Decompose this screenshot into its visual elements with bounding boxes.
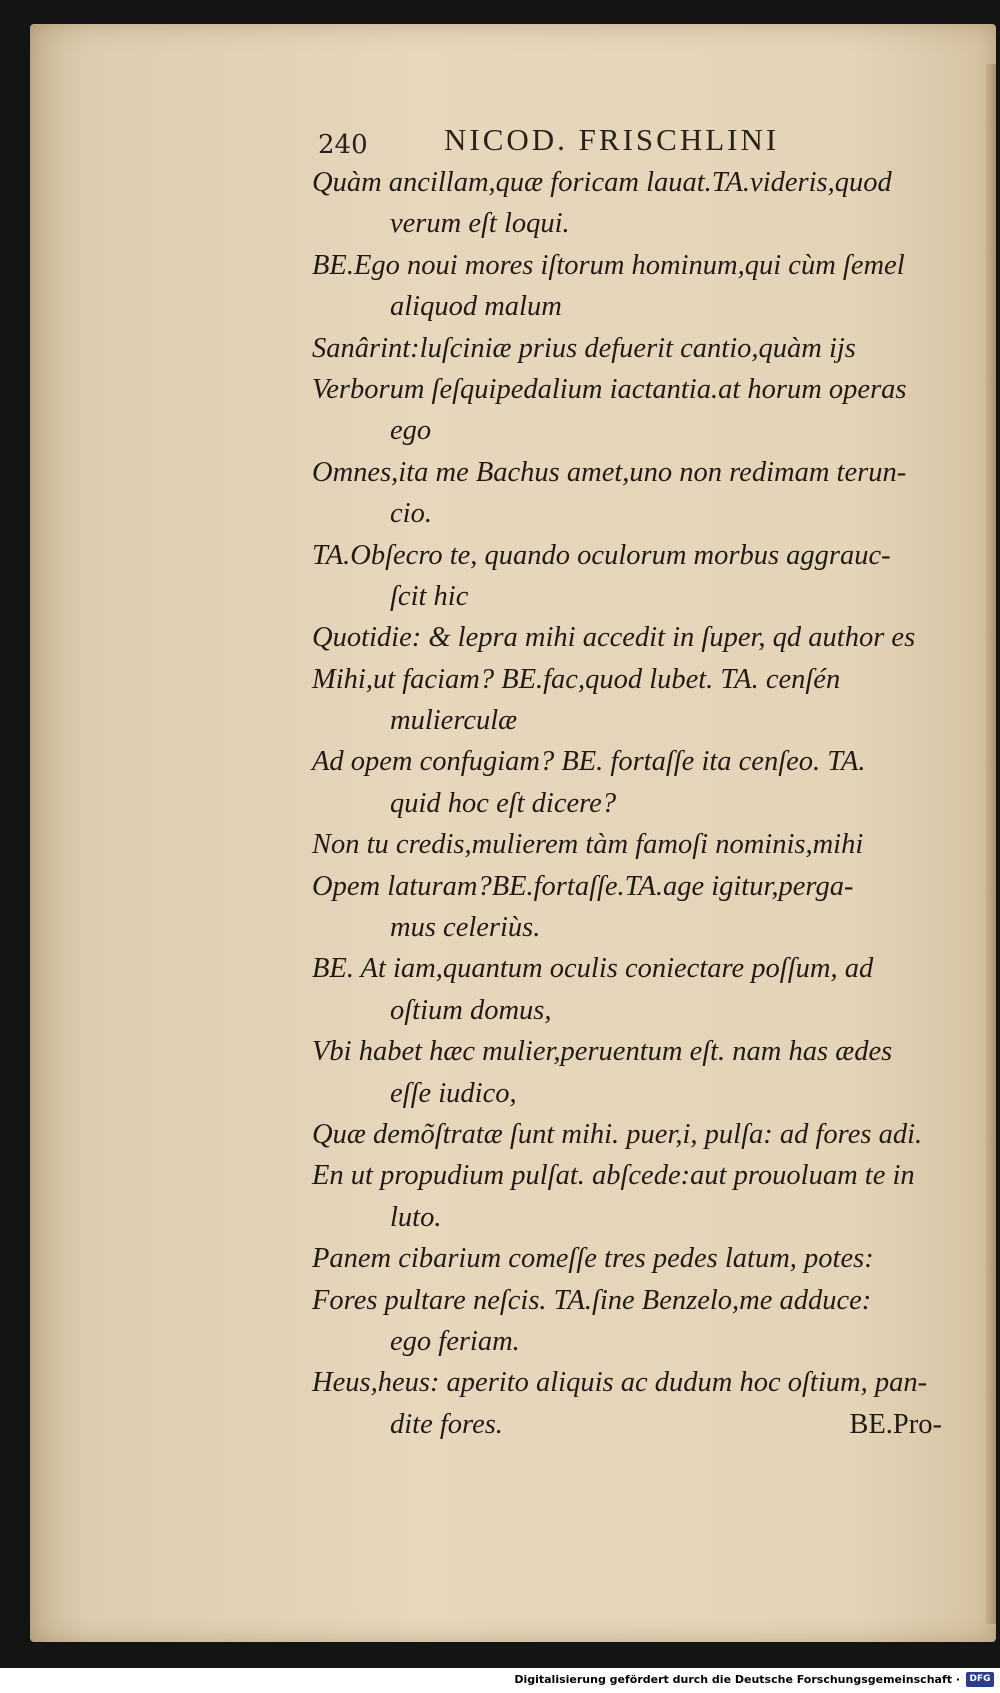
verse-line: En ut propudium pulſat. abſcede:aut prouoluam te in [312, 1160, 915, 1192]
verse-line: BE.Ego noui mores iſtorum hominum,qui cùm ſemel [312, 249, 905, 281]
funding-credit: Digitalisierung gefördert durch die Deutsche Forschungsgemeinschaft · [514, 1673, 960, 1686]
verse-line: eſſe iudico, [390, 1077, 517, 1109]
verse-line: mus celeriùs. [390, 912, 541, 944]
verse-line: luto. [390, 1201, 442, 1233]
running-head: NICOD. FRISCHLINI [444, 122, 780, 157]
page-header [318, 122, 838, 162]
verse-text-block [312, 162, 952, 1445]
verse-line: Quàm ancillam,quæ foricam lauat.TA.videris,quod [312, 167, 892, 198]
verse-line: aliquod malum [390, 291, 562, 323]
dfg-logo: DFG [966, 1672, 994, 1687]
verse-line: Sanârint:luſciniæ prius defuerit cantio,quàm ijs [312, 332, 856, 364]
verse-line: Omnes,ita me Bachus amet,uno non redimam terun- [312, 456, 907, 488]
verse-line: Non tu credis,mulierem tàm famoſi nominis,mihi [312, 829, 864, 861]
verse-line-text: dite fores. [390, 1408, 503, 1440]
digitization-footer [0, 1668, 1000, 1693]
verse-line: Quæ demõſtratæ ſunt mihi. puer,i, pulſa: ad fores adi. [312, 1118, 923, 1150]
verse-line: mulierculæ [390, 705, 518, 737]
verse-line: Ad opem confugiam? BE. fortaſſe ita cenſeo. TA. [312, 746, 866, 778]
verse-line: ego [390, 415, 432, 447]
verse-line-last [312, 1404, 952, 1445]
verse-line: ego feriam. [390, 1325, 520, 1357]
verse-line: TA.Obſecro te, quando oculorum morbus aggrauc- [312, 539, 891, 571]
verse-line: Opem laturam?BE.fortaſſe.TA.age igitur,perga- [312, 870, 854, 902]
verse-line: BE. At iam,quantum oculis coniectare poſſum, ad [312, 953, 874, 985]
page-edge [986, 64, 996, 1624]
verse-line: Panem cibarium comeſſe tres pedes latum, potes: [312, 1243, 874, 1275]
verse-line: Verborum ſeſquipedalium iactantia.at horum operas [312, 373, 907, 405]
catchword: BE.Pro- [849, 1408, 942, 1440]
verse-line: Vbi habet hæc mulier,peruentum eſt. nam has ædes [312, 1036, 893, 1068]
verse-line: Heus,heus: aperito aliquis ac dudum hoc oſtium, pan- [312, 1367, 928, 1399]
verse-line: verum eſt loqui. [390, 208, 570, 240]
verse-line: Fores pultare neſcis. TA.ſine Benzelo,me adduce: [312, 1284, 872, 1316]
verse-line: Mihi,ut faciam? BE.fac,quod lubet. TA. cenſén [312, 663, 841, 695]
verse-line: ſcit hic [390, 580, 469, 612]
verse-line: Quotidie: & lepra mihi accedit in ſuper, qd author es [312, 622, 916, 654]
page-number: 240 [318, 130, 368, 160]
verse-line: cio. [390, 498, 432, 530]
verse-line: quid hoc eſt dicere? [390, 787, 617, 819]
verse-line: oſtium domus, [390, 994, 552, 1026]
